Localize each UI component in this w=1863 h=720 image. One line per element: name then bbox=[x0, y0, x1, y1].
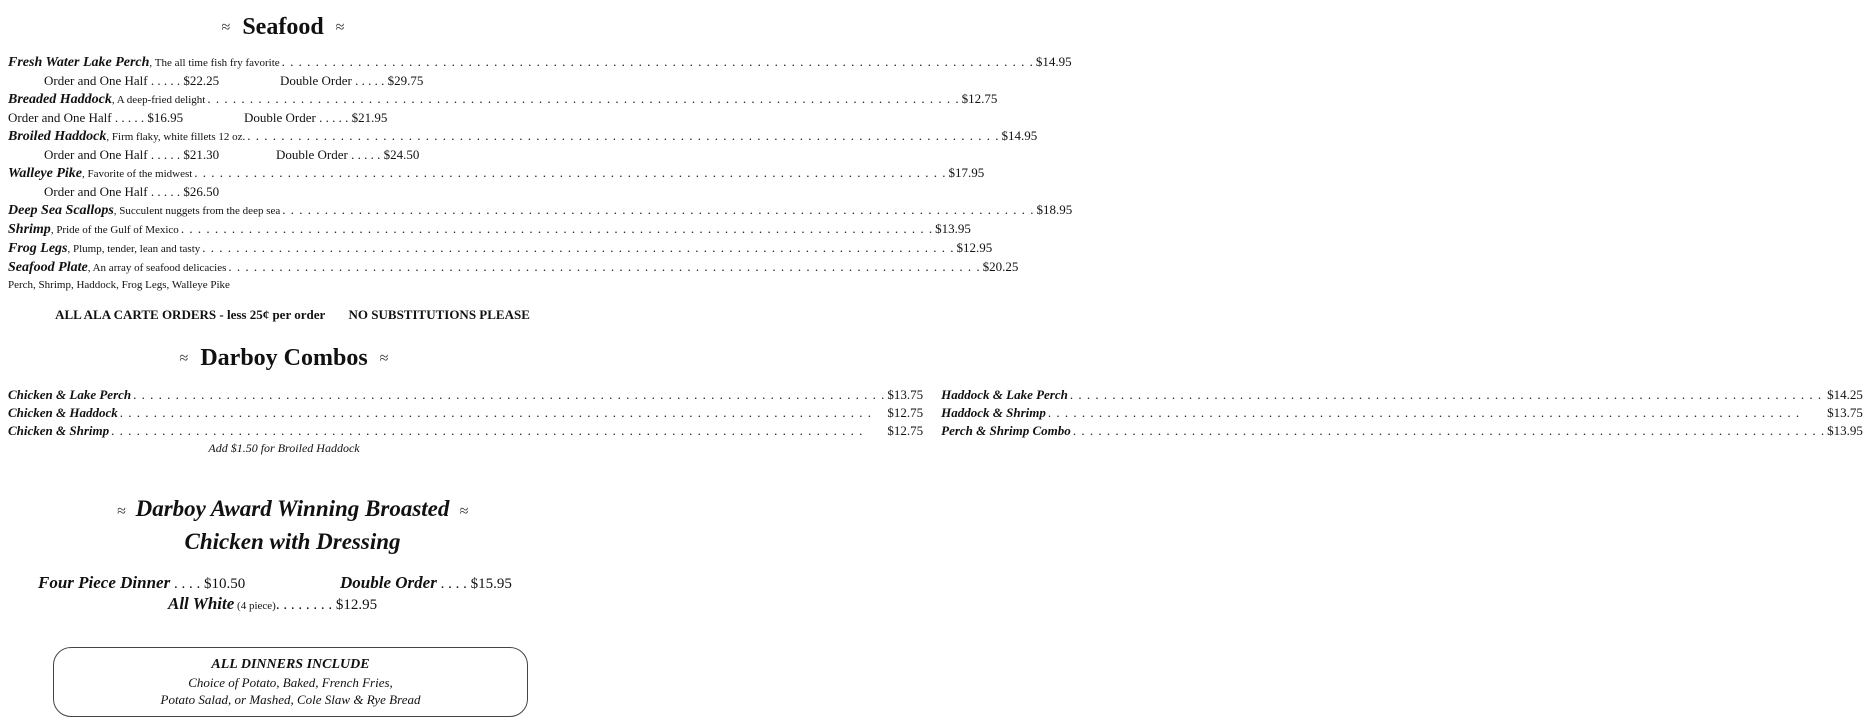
dot-leader bbox=[181, 220, 933, 238]
swirl-ornament-icon: ≈ bbox=[116, 503, 126, 520]
menu-item-breaded-haddock bbox=[8, 90, 998, 109]
four-piece-dinner bbox=[38, 573, 245, 593]
item-price: . . . . $15.95 bbox=[440, 576, 512, 592]
includes-line-1: Choice of Potato, Baked, French Fries, bbox=[188, 675, 393, 690]
menu-item-walleye-pike bbox=[8, 164, 985, 183]
item-price: $13.75 bbox=[887, 387, 924, 402]
item-description: , Succulent nuggets from the deep sea bbox=[113, 205, 281, 217]
item-name: Fresh Water Lake Perch bbox=[8, 55, 150, 70]
swirl-ornament-icon: ≈ bbox=[459, 503, 469, 520]
order-and-half-price: Order and One Half . . . . . $16.95 bbox=[8, 110, 184, 125]
dinners-include-box bbox=[53, 647, 528, 717]
sub-prices-walleye-pike bbox=[8, 183, 558, 201]
sub-prices-lake-perch bbox=[8, 72, 558, 90]
item-description: , The all time fish fry favorite bbox=[149, 57, 280, 69]
combo-item bbox=[8, 386, 923, 404]
ala-carte-text: ALL ALA CARTE ORDERS - less 25¢ per order bbox=[55, 307, 326, 322]
dot-leader bbox=[1070, 386, 1825, 404]
item-name: Seafood Plate bbox=[8, 260, 88, 275]
item-description: (4 piece) bbox=[234, 600, 276, 612]
menu-item-frog-legs bbox=[8, 239, 993, 258]
item-description: , Plump, tender, lean and tasty bbox=[67, 243, 201, 255]
item-name: Chicken & Shrimp bbox=[8, 423, 110, 438]
item-description: , A deep-fried delight bbox=[111, 94, 206, 106]
order-and-half-price: Order and One Half . . . . . $22.25 bbox=[44, 73, 220, 88]
item-description: , Favorite of the midwest bbox=[82, 168, 193, 180]
menu-item-lake-perch bbox=[8, 53, 1072, 72]
combo-item bbox=[941, 386, 1863, 404]
seafood-plate-contents: Perch, Shrimp, Haddock, Frog Legs, Walleye Pike bbox=[8, 279, 230, 291]
seafood-title: Seafood bbox=[242, 14, 324, 40]
combos-heading bbox=[8, 345, 560, 372]
item-description: , Pride of the Gulf of Mexico bbox=[50, 224, 179, 236]
item-name: Breaded Haddock bbox=[8, 92, 112, 107]
item-price: $12.75 bbox=[961, 91, 998, 106]
menu-item-shrimp bbox=[8, 220, 971, 239]
item-name: Frog Legs bbox=[8, 241, 68, 256]
broasted-title-line1: Darboy Award Winning Broasted bbox=[135, 496, 450, 521]
dot-leader bbox=[247, 127, 999, 145]
item-description: , An array of seafood delicacies bbox=[87, 262, 227, 274]
combo-item bbox=[8, 422, 923, 440]
combo-item bbox=[8, 404, 923, 422]
double-order-price: Double Order . . . . . $21.95 bbox=[244, 110, 388, 125]
combo-list bbox=[8, 386, 1863, 440]
no-substitutions-text: NO SUBSTITUTIONS PLEASE bbox=[348, 307, 530, 322]
combo-item bbox=[941, 404, 1863, 422]
item-price: $12.75 bbox=[887, 405, 924, 420]
broasted-section bbox=[0, 494, 585, 557]
order-and-half-price: Order and One Half . . . . . $21.30 bbox=[44, 147, 220, 162]
broasted-heading bbox=[0, 494, 585, 527]
combos-section bbox=[8, 345, 1863, 456]
dot-leader bbox=[207, 90, 959, 108]
combos-title: Darboy Combos bbox=[200, 345, 368, 371]
dot-leader bbox=[194, 164, 946, 182]
dot-leader bbox=[133, 386, 885, 404]
sub-prices-breaded-haddock bbox=[8, 109, 558, 127]
dot-leader bbox=[111, 422, 885, 440]
item-price: . . . . $10.50 bbox=[173, 576, 246, 592]
menu-item-seafood-plate bbox=[8, 258, 1019, 277]
item-name: Perch & Shrimp Combo bbox=[941, 423, 1071, 438]
dot-leader bbox=[282, 53, 1034, 71]
item-name: Broiled Haddock bbox=[8, 129, 107, 144]
item-name: Deep Sea Scallops bbox=[8, 203, 114, 218]
menu-item-broiled-haddock bbox=[8, 127, 1038, 146]
broasted-title-line2: Chicken with Dressing bbox=[184, 529, 401, 554]
order-and-half-price: Order and One Half . . . . . $26.50 bbox=[44, 184, 220, 199]
item-name: Chicken & Lake Perch bbox=[8, 387, 132, 402]
item-name: Four Piece Dinner bbox=[38, 573, 171, 592]
item-price: $14.25 bbox=[1827, 387, 1863, 402]
combo-note: Add $1.50 for Broiled Haddock bbox=[208, 441, 360, 455]
item-price: $14.95 bbox=[1001, 128, 1038, 143]
item-name: Double Order bbox=[340, 573, 437, 592]
item-price: $13.95 bbox=[1827, 423, 1863, 438]
dot-leader bbox=[202, 239, 954, 257]
dot-leader bbox=[120, 404, 886, 422]
item-price: $13.95 bbox=[935, 221, 971, 236]
menu-item-scallops bbox=[8, 201, 1073, 220]
double-order-price: Double Order . . . . . $24.50 bbox=[276, 147, 420, 162]
item-price: $13.75 bbox=[1827, 405, 1863, 420]
dot-leader bbox=[282, 201, 1034, 219]
seafood-heading bbox=[8, 14, 558, 41]
seafood-section bbox=[8, 14, 1073, 293]
ala-carte-notice bbox=[0, 307, 585, 323]
sub-prices-broiled-haddock bbox=[8, 146, 558, 164]
includes-line-2: Potato Salad, or Mashed, Cole Slaw & Rye Bread bbox=[160, 692, 421, 707]
item-price: $12.95 bbox=[956, 240, 993, 255]
includes-heading: ALL DINNERS INCLUDE bbox=[211, 657, 370, 672]
item-name: Chicken & Haddock bbox=[8, 405, 118, 420]
item-name: Walleye Pike bbox=[8, 166, 82, 181]
dot-leader bbox=[1073, 422, 1825, 440]
item-name: Haddock & Lake Perch bbox=[941, 387, 1068, 402]
item-name: Shrimp bbox=[8, 222, 51, 237]
double-order-dinner bbox=[340, 573, 512, 593]
swirl-ornament-icon: ≈ bbox=[221, 18, 231, 36]
item-price: $14.95 bbox=[1035, 54, 1072, 69]
swirl-ornament-icon: ≈ bbox=[335, 18, 345, 36]
item-description: , Firm flaky, white fillets 12 oz. bbox=[106, 131, 246, 143]
item-price: $17.95 bbox=[948, 165, 985, 180]
combo-item bbox=[941, 422, 1863, 440]
item-price: $18.95 bbox=[1036, 202, 1073, 217]
item-name: All White bbox=[168, 594, 235, 613]
swirl-ornament-icon: ≈ bbox=[179, 349, 189, 367]
dot-leader bbox=[228, 258, 980, 276]
item-price: $12.75 bbox=[887, 423, 924, 438]
double-order-price: Double Order . . . . . $29.75 bbox=[280, 73, 424, 88]
item-price: . . . . . . . . $12.95 bbox=[275, 597, 378, 613]
dot-leader bbox=[1048, 404, 1825, 422]
item-name: Haddock & Shrimp bbox=[941, 405, 1046, 420]
all-white-dinner bbox=[168, 594, 377, 614]
item-price: $20.25 bbox=[982, 259, 1019, 274]
swirl-ornament-icon: ≈ bbox=[379, 349, 389, 367]
